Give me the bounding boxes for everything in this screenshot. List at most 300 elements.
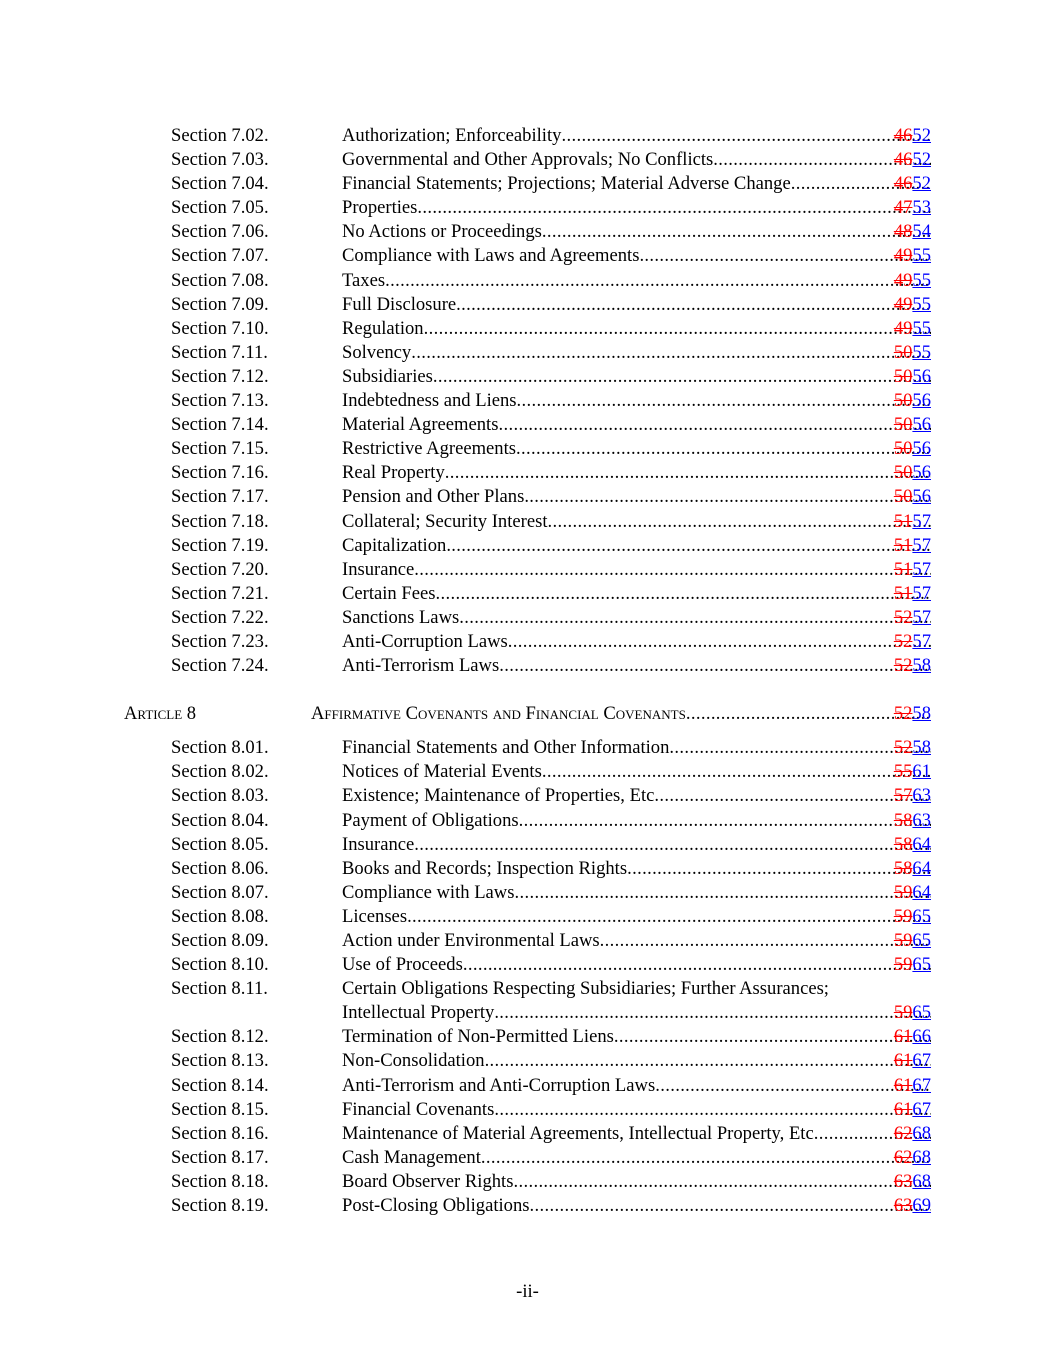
page-reference[interactable] — [894, 881, 931, 905]
section-title: Sanctions Laws — [342, 606, 460, 628]
page-reference[interactable] — [894, 365, 931, 389]
inserted-page-link[interactable]: 65 — [912, 930, 931, 951]
deleted-page-number: 52 — [893, 630, 913, 652]
section-title: Compliance with Laws — [342, 881, 515, 903]
page-reference[interactable] — [894, 172, 931, 196]
section-title: Financial Statements and Other Information — [342, 737, 670, 759]
toc-entry[interactable] — [0, 784, 1055, 808]
section-number: Section 8.18. — [171, 1170, 269, 1192]
deleted-page-number: 50 — [893, 486, 913, 508]
page-reference[interactable] — [894, 124, 931, 148]
page-reference[interactable] — [894, 630, 931, 654]
section-number: Section 7.19. — [171, 534, 269, 556]
toc-entry[interactable] — [0, 760, 1055, 784]
deleted-page-number: 59 — [893, 930, 913, 951]
section-title: Notices of Material Events — [342, 761, 542, 783]
inserted-page-link[interactable]: 64 — [912, 881, 931, 903]
dot-leader — [417, 196, 931, 220]
article-number: Article 8 — [124, 703, 197, 725]
dot-leader — [600, 929, 931, 953]
dot-leader — [494, 1098, 931, 1122]
section-number: Section 7.22. — [171, 606, 269, 628]
dot-leader — [654, 784, 931, 808]
inserted-page-link[interactable]: 63 — [912, 809, 931, 831]
section-title: Anti-Terrorism and Anti-Corruption Laws — [342, 1074, 656, 1096]
toc-entry[interactable] — [0, 341, 1055, 365]
section-title: Subsidiaries — [342, 365, 433, 387]
section-title: Properties — [342, 197, 418, 219]
inserted-page-link[interactable]: 55 — [912, 245, 931, 267]
dot-leader — [435, 582, 931, 606]
deleted-page-number: 51 — [893, 582, 913, 604]
inserted-page-link[interactable]: 67 — [912, 1098, 931, 1120]
section-title: Action under Environmental Laws — [342, 930, 600, 951]
toc-entry[interactable] — [0, 857, 1055, 881]
toc-entry[interactable] — [0, 833, 1055, 857]
toc-entry[interactable] — [0, 953, 1055, 977]
section-number: Section 7.20. — [171, 558, 269, 580]
toc-entry[interactable] — [0, 172, 1055, 196]
page-reference[interactable] — [894, 1025, 931, 1049]
inserted-page-link[interactable]: 57 — [912, 558, 931, 580]
page-number-footer: -ii- — [516, 1281, 539, 1302]
section-title: Board Observer Rights — [342, 1170, 514, 1192]
section-number: Section 7.11. — [171, 341, 268, 363]
page-reference[interactable] — [894, 437, 931, 461]
page-reference[interactable] — [894, 1146, 931, 1170]
section-title: Solvency — [342, 341, 412, 363]
toc-entry[interactable] — [0, 630, 1055, 654]
toc-entry[interactable] — [0, 1098, 1055, 1122]
deleted-page-number: 52 — [893, 655, 913, 677]
page-reference[interactable] — [894, 702, 931, 726]
dot-leader — [494, 1001, 931, 1025]
dot-leader — [530, 1194, 931, 1218]
section-title: Compliance with Laws and Agreements — [342, 245, 640, 267]
deleted-page-number: 50 — [893, 438, 913, 460]
page-reference[interactable] — [894, 244, 931, 268]
inserted-page-link[interactable]: 56 — [912, 365, 931, 387]
deleted-page-number: 61 — [893, 1074, 913, 1096]
inserted-page-link[interactable]: 58 — [912, 703, 931, 725]
inserted-page-link[interactable]: 61 — [912, 761, 931, 783]
inserted-page-link[interactable]: 55 — [912, 317, 931, 339]
section-number: Section 8.14. — [171, 1074, 269, 1096]
deleted-page-number: 50 — [893, 414, 913, 436]
dot-leader — [561, 124, 931, 148]
article-heading[interactable] — [0, 702, 1055, 726]
section-title: Taxes — [342, 269, 386, 291]
toc-entry[interactable] — [0, 736, 1055, 760]
section-title: Collateral; Security Interest — [342, 510, 548, 532]
inserted-page-link[interactable]: 52 — [912, 125, 931, 146]
dot-leader — [445, 461, 931, 485]
deleted-page-number: 59 — [893, 905, 913, 927]
section-number: Section 8.19. — [171, 1195, 269, 1217]
deleted-page-number: 49 — [893, 317, 913, 339]
toc-entry[interactable] — [0, 269, 1055, 293]
deleted-page-number: 62 — [893, 1122, 913, 1144]
inserted-page-link[interactable]: 68 — [912, 1122, 931, 1144]
page-reference[interactable] — [894, 196, 931, 220]
dot-leader — [456, 293, 931, 317]
dot-leader — [513, 1170, 931, 1194]
deleted-page-number: 58 — [893, 809, 913, 831]
deleted-page-number: 50 — [893, 390, 913, 412]
section-number: Section 7.07. — [171, 245, 269, 267]
dot-leader — [508, 630, 931, 654]
dot-leader — [627, 857, 931, 881]
section-number: Section 7.10. — [171, 317, 269, 339]
page-reference[interactable] — [894, 1122, 931, 1146]
inserted-page-link[interactable]: 52 — [912, 173, 931, 195]
inserted-page-link[interactable]: 67 — [912, 1050, 931, 1072]
section-title: Anti-Terrorism Laws — [342, 655, 500, 677]
inserted-page-link[interactable]: 64 — [912, 833, 931, 855]
dot-leader — [514, 881, 931, 905]
deleted-page-number: 47 — [893, 197, 913, 219]
toc-entry[interactable] — [0, 461, 1055, 485]
section-title: Non-Consolidation — [342, 1050, 485, 1072]
dot-leader — [499, 654, 931, 678]
deleted-page-number: 46 — [893, 173, 913, 195]
section-title: Full Disclosure — [342, 293, 457, 315]
page-reference[interactable] — [894, 905, 931, 929]
section-number: Section 8.13. — [171, 1050, 269, 1072]
toc-entry[interactable] — [0, 389, 1055, 413]
deleted-page-number: 51 — [893, 558, 913, 580]
section-number: Section 7.16. — [171, 462, 269, 484]
section-title: Payment of Obligations — [342, 809, 519, 831]
inserted-page-link[interactable]: 68 — [912, 1170, 931, 1192]
deleted-page-number: 59 — [893, 1002, 913, 1024]
dot-leader — [463, 953, 931, 977]
deleted-page-number: 46 — [893, 149, 913, 171]
inserted-page-link[interactable]: 65 — [912, 905, 931, 927]
inserted-page-link[interactable]: 67 — [912, 1074, 931, 1096]
dot-leader — [414, 558, 931, 582]
deleted-page-number: 46 — [893, 125, 913, 146]
section-title: Material Agreements — [342, 414, 499, 436]
inserted-page-link[interactable]: 54 — [912, 221, 931, 243]
toc-entry[interactable] — [0, 1025, 1055, 1049]
page-reference[interactable] — [894, 148, 931, 172]
deleted-page-number: 59 — [893, 881, 913, 903]
toc-entry[interactable] — [0, 905, 1055, 929]
section-number: Section 7.04. — [171, 173, 269, 195]
toc-entry[interactable] — [0, 606, 1055, 630]
deleted-page-number: 62 — [893, 1146, 913, 1168]
section-title: Anti-Corruption Laws — [342, 630, 508, 652]
table-of-contents — [0, 124, 1055, 1218]
inserted-page-link[interactable]: 69 — [912, 1195, 931, 1217]
inserted-page-link[interactable]: 58 — [912, 655, 931, 677]
dot-leader — [548, 510, 932, 534]
inserted-page-link[interactable]: 57 — [912, 582, 931, 604]
inserted-page-link[interactable]: 65 — [912, 1002, 931, 1024]
inserted-page-link[interactable]: 68 — [912, 1146, 931, 1168]
section-title: Insurance — [342, 833, 415, 855]
section-number: Section 7.14. — [171, 414, 269, 436]
inserted-page-link[interactable]: 66 — [912, 1026, 931, 1048]
inserted-page-link[interactable]: 53 — [912, 197, 931, 219]
inserted-page-link[interactable]: 56 — [912, 390, 931, 412]
page-reference[interactable] — [894, 929, 931, 953]
toc-entry[interactable] — [0, 929, 1055, 953]
section-number: Section 7.15. — [171, 438, 269, 460]
dot-leader — [669, 736, 931, 760]
toc-entry[interactable] — [0, 558, 1055, 582]
inserted-page-link[interactable]: 65 — [912, 954, 931, 976]
dot-leader — [424, 317, 931, 341]
dot-leader — [414, 833, 931, 857]
deleted-page-number: 50 — [893, 365, 913, 387]
section-title: Post-Closing Obligations — [342, 1195, 530, 1217]
dot-leader — [481, 1146, 931, 1170]
deleted-page-number: 52 — [893, 703, 913, 725]
section-number: Section 7.02. — [171, 125, 269, 146]
deleted-page-number: 49 — [893, 245, 913, 267]
dot-leader — [519, 809, 931, 833]
dot-leader — [459, 606, 931, 630]
section-number: Section 7.13. — [171, 390, 269, 412]
deleted-page-number: 49 — [893, 269, 913, 291]
section-number: Section 7.08. — [171, 269, 269, 291]
toc-entry[interactable] — [0, 196, 1055, 220]
inserted-page-link[interactable]: 52 — [912, 149, 931, 171]
page-reference[interactable] — [894, 317, 931, 341]
toc-entry[interactable] — [0, 413, 1055, 437]
inserted-page-link[interactable]: 57 — [912, 534, 931, 556]
section-title: Pension and Other Plans — [342, 486, 525, 508]
inserted-page-link[interactable]: 56 — [912, 438, 931, 460]
section-number: Section 8.06. — [171, 857, 269, 879]
deleted-page-number: 55 — [893, 761, 913, 783]
section-title: Governmental and Other Approvals; No Conflicts — [342, 149, 714, 171]
inserted-page-link[interactable]: 58 — [912, 737, 931, 759]
inserted-page-link[interactable]: 55 — [912, 341, 931, 363]
toc-entry[interactable] — [0, 1049, 1055, 1073]
toc-entry[interactable] — [0, 1146, 1055, 1170]
inserted-page-link[interactable]: 57 — [912, 606, 931, 628]
toc-entry[interactable] — [0, 534, 1055, 558]
deleted-page-number: 51 — [893, 534, 913, 556]
deleted-page-number: 50 — [893, 341, 913, 363]
toc-entry[interactable] — [0, 1194, 1055, 1218]
section-title: Certain Fees — [342, 582, 436, 604]
section-title-line-1: Certain Obligations Respecting Subsidiaries; Further Assurances; — [342, 978, 829, 1000]
toc-entry[interactable] — [0, 317, 1055, 341]
section-title: Financial Statements; Projections; Material Adverse Change — [342, 173, 791, 195]
article-8-sections — [0, 736, 1055, 1218]
inserted-page-link[interactable]: 64 — [912, 857, 931, 879]
deleted-page-number: 51 — [893, 510, 913, 532]
section-number: Section 7.23. — [171, 630, 269, 652]
section-number: Section 7.24. — [171, 655, 269, 677]
page-reference[interactable] — [894, 760, 931, 784]
dot-leader — [516, 437, 931, 461]
inserted-page-link[interactable]: 63 — [912, 785, 931, 807]
page-reference[interactable] — [894, 606, 931, 630]
deleted-page-number: 58 — [893, 857, 913, 879]
toc-entry[interactable] — [0, 582, 1055, 606]
toc-entry[interactable] — [0, 124, 1055, 148]
page-reference[interactable] — [894, 1074, 931, 1098]
page-reference[interactable] — [894, 1001, 931, 1025]
toc-entry[interactable] — [0, 1074, 1055, 1098]
section-title: Authorization; Enforceability — [342, 125, 562, 146]
page-reference[interactable] — [894, 485, 931, 509]
toc-entry[interactable] — [0, 1170, 1055, 1194]
page-reference[interactable] — [894, 953, 931, 977]
section-title: Existence; Maintenance of Properties, Etc — [342, 785, 655, 807]
section-title: Books and Records; Inspection Rights — [342, 857, 628, 879]
toc-entry[interactable] — [0, 485, 1055, 509]
page-reference[interactable] — [894, 857, 931, 881]
page-reference[interactable] — [894, 809, 931, 833]
inserted-page-link[interactable]: 56 — [912, 414, 931, 436]
dot-leader — [411, 341, 931, 365]
section-title: Maintenance of Material Agreements, Intellectual Property, Etc — [342, 1122, 814, 1144]
section-number: Section 7.18. — [171, 510, 269, 532]
section-number: Section 8.15. — [171, 1098, 269, 1120]
dot-leader — [385, 269, 931, 293]
page-reference[interactable] — [894, 1194, 931, 1218]
dot-leader — [446, 534, 931, 558]
deleted-page-number: 61 — [893, 1026, 913, 1048]
deleted-page-number: 59 — [893, 954, 913, 976]
page-reference[interactable] — [894, 269, 931, 293]
toc-entry[interactable] — [0, 809, 1055, 833]
section-title: No Actions or Proceedings — [342, 221, 542, 243]
deleted-page-number: 50 — [893, 462, 913, 484]
dot-leader — [542, 220, 931, 244]
section-number: Section 7.06. — [171, 221, 269, 243]
dot-leader — [517, 389, 931, 413]
deleted-page-number: 49 — [893, 293, 913, 315]
dot-leader — [639, 244, 931, 268]
page-reference[interactable] — [894, 534, 931, 558]
section-number: Section 8.01. — [171, 737, 269, 759]
deleted-page-number: 61 — [893, 1098, 913, 1120]
dot-leader — [655, 1074, 931, 1098]
section-number: Section 8.04. — [171, 809, 269, 831]
toc-entry[interactable] — [0, 977, 1055, 1025]
toc-entry[interactable] — [0, 244, 1055, 268]
deleted-page-number: 48 — [893, 221, 913, 243]
section-title: Insurance — [342, 558, 415, 580]
page-reference[interactable] — [894, 461, 931, 485]
section-title: Indebtedness and Liens — [342, 390, 517, 412]
dot-leader — [614, 1025, 931, 1049]
page-reference[interactable] — [894, 389, 931, 413]
toc-entry[interactable] — [0, 881, 1055, 905]
section-number: Section 8.12. — [171, 1026, 269, 1048]
section-title: Regulation — [342, 317, 424, 339]
page-reference[interactable] — [894, 220, 931, 244]
page-reference[interactable] — [894, 833, 931, 857]
inserted-page-link[interactable]: 57 — [912, 510, 931, 532]
dot-leader — [524, 485, 931, 509]
section-number: Section 7.05. — [171, 197, 269, 219]
section-number: Section 8.10. — [171, 954, 269, 976]
page-reference[interactable] — [894, 558, 931, 582]
page-reference[interactable] — [894, 582, 931, 606]
section-number: Section 8.07. — [171, 881, 269, 903]
page-reference[interactable] — [894, 413, 931, 437]
section-title: Use of Proceeds — [342, 954, 463, 976]
dot-leader — [485, 1049, 931, 1073]
inserted-page-link[interactable]: 55 — [912, 269, 931, 291]
section-number: Section 8.05. — [171, 833, 269, 855]
deleted-page-number: 52 — [893, 606, 913, 628]
section-number: Section 7.17. — [171, 486, 269, 508]
inserted-page-link[interactable]: 55 — [912, 293, 931, 315]
deleted-page-number: 63 — [893, 1170, 913, 1192]
inserted-page-link[interactable]: 57 — [912, 630, 931, 652]
inserted-page-link[interactable]: 56 — [912, 486, 931, 508]
deleted-page-number: 63 — [893, 1195, 913, 1217]
section-number: Section 7.21. — [171, 582, 269, 604]
page-reference[interactable] — [894, 510, 931, 534]
page-reference[interactable] — [894, 1170, 931, 1194]
toc-entry[interactable] — [0, 365, 1055, 389]
deleted-page-number: 57 — [893, 785, 913, 807]
section-number: Section 8.02. — [171, 761, 269, 783]
section-number: Section 8.11. — [171, 978, 268, 1000]
section-title: Termination of Non-Permitted Liens — [342, 1026, 614, 1048]
toc-entry[interactable] — [0, 510, 1055, 534]
section-number: Section 7.12. — [171, 365, 269, 387]
toc-entry[interactable] — [0, 293, 1055, 317]
toc-entry[interactable] — [0, 148, 1055, 172]
section-title: Capitalization — [342, 534, 447, 556]
dot-leader — [407, 905, 931, 929]
section-number: Section 8.16. — [171, 1122, 269, 1144]
dot-leader — [542, 760, 931, 784]
section-title: Financial Covenants — [342, 1098, 495, 1120]
deleted-page-number: 61 — [893, 1050, 913, 1072]
dot-leader — [433, 365, 931, 389]
section-number: Section 8.17. — [171, 1146, 269, 1168]
page-reference[interactable] — [894, 293, 931, 317]
page-reference[interactable] — [894, 1098, 931, 1122]
section-title: Intellectual Property — [342, 1002, 495, 1024]
section-number: Section 8.09. — [171, 930, 269, 951]
section-title: Licenses — [342, 905, 408, 927]
dot-leader — [498, 413, 931, 437]
section-number: Section 7.03. — [171, 149, 269, 171]
toc-entry[interactable] — [0, 1122, 1055, 1146]
section-title: Real Property — [342, 462, 445, 484]
article-7-sections — [0, 124, 1055, 678]
deleted-page-number: 52 — [893, 737, 913, 759]
page-reference[interactable] — [894, 736, 931, 760]
inserted-page-link[interactable]: 56 — [912, 462, 931, 484]
toc-entry[interactable] — [0, 220, 1055, 244]
section-number: Section 8.03. — [171, 785, 269, 807]
section-title: Restrictive Agreements — [342, 438, 517, 460]
page-reference[interactable] — [894, 1049, 931, 1073]
toc-entry[interactable] — [0, 654, 1055, 678]
page-reference[interactable] — [894, 784, 931, 808]
page-reference[interactable] — [894, 654, 931, 678]
article-title: Affirmative Covenants and Financial Covenants — [311, 703, 686, 725]
section-number: Section 8.08. — [171, 905, 269, 927]
section-number: Section 7.09. — [171, 293, 269, 315]
toc-entry[interactable] — [0, 437, 1055, 461]
page-reference[interactable] — [894, 341, 931, 365]
